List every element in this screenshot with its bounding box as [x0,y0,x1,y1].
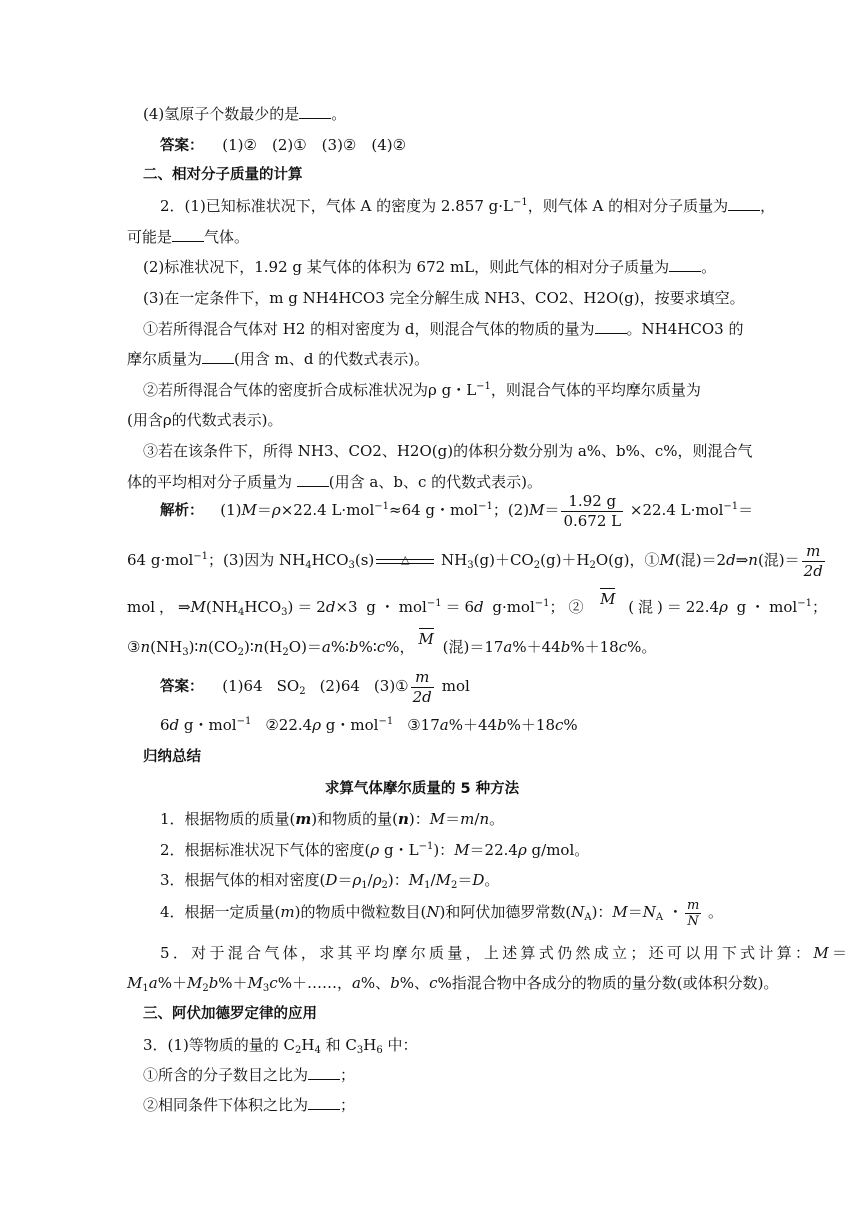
mean-symbol: M [418,630,434,648]
question-2-3-2-line-b: (用含ρ的代数式表示)。 [127,411,283,429]
question-text: 体的平均相对分子质量为 [127,473,293,491]
method-2: 2．根据标准状况下气体的密度(ρ g・$L^{-1}$)：M＝22.4ρ g/mol。 [160,841,590,859]
punctuation: ； [340,1096,356,1114]
question-2-3-line: (3)在一定条件下，m g NH4HCO3 完全分解生成 NH3、CO2、H2O(g)，按要求填空。 [143,289,745,307]
question-2-3-3-line-b [127,472,542,492]
answer-blank [297,474,329,487]
answer-blank [595,321,627,334]
answer-label: 答案： [160,679,204,695]
question-text: 2．(1)已知标准状况下，气体 A 的密度为 2.857 g·L [160,197,513,215]
fraction: $\frac{m}{2d}$ [803,541,823,580]
punctuation: 。 [331,105,347,123]
section-3-heading: 三、阿伏加德罗定律的应用 [143,1006,317,1022]
answer-blank [202,351,234,364]
mean-symbol: M [600,590,616,608]
question-text: (4)氢原子个数最少的是 [143,105,300,123]
answer-blank [308,1097,340,1110]
question-2-3-1-line-a [143,319,743,339]
question-text: ，则混合气体的平均摩尔质量为 [490,381,701,399]
question-text: ①所含的分子数目之比为 [143,1066,309,1084]
question-text: 摩尔质量为 [127,350,203,368]
answer-blank [172,229,204,242]
method-1: 1．根据物质的质量(m)和物质的量(n)：M＝m/n。 [160,810,505,828]
question-2-3-3-line-a: ③若在该条件下，所得 NH3、CO2、H2O(g)的体积分数分别为 a%、b%、c%，则混合气 [143,442,753,460]
answer-blank [669,259,701,272]
solution-line-3: mol，$\Rightarrow M(NH_4HCO_3)=2d\times 3$ g・mol$^{-1}$＝6d g·mol$^{-1}$；② M (混)＝22.4ρ g・mol$^{-1}$； [127,590,827,618]
question-2-3-1-line-b [127,349,429,369]
punctuation: ， [760,197,776,215]
question-2-2-line [143,257,716,277]
summary-title: 求算气体摩尔质量的 5 种方法 [324,781,520,797]
question-4-line [143,104,346,124]
heat-arrow-icon: △ [374,554,436,568]
solution-label: 解析： [160,503,204,519]
section-2-heading: 二、相对分子质量的计算 [143,167,303,183]
question-text: (用含 m、d 的代数式表示)。 [234,350,430,368]
answer-blank [299,106,331,119]
solution-line-4: $③n(NH_3)∶n(CO_2)∶n(H_2O)=a\%∶b\%∶c\%$， M (混)＝17a%＋44b%＋18c%。 [127,630,657,658]
question-3-1-2-line [143,1095,355,1115]
question-text: ，则气体 A 的相对分子质量为 [527,197,729,215]
method-3: 3．根据气体的相对密度$(D=\rho_1/\rho_2)$：$M_1/M_2=D$。 [160,871,500,891]
question-3-1-line: 3．(1)等物质的量的 $C_2H_4$ 和 $C_3H_6$ 中： [143,1036,418,1056]
answer-line-2: 答案： (1)64 $SO_2$ (2)64 (3)① $\frac{m}{2d}$ mol [160,667,470,706]
question-2-1-line-a: 2．(1)已知标准状况下，气体 A 的密度为 2.857 $g\cdot L^{-1}$，则气体 A 的相对分子质量为 ， [160,197,776,215]
answer-values: (1)② (2)① (3)② (4)② [222,136,407,154]
punctuation: 。 [701,258,717,276]
summary-heading: 归纳总结 [143,749,201,765]
question-text: ②相同条件下体积之比为 [143,1096,309,1114]
answer-blank [308,1067,340,1080]
answer-line-1 [160,135,406,156]
question-text: (用含 a、b、c 的代数式表示)。 [328,473,542,491]
fraction: $\frac{1.92 g}{0.672 L}$ [563,491,622,530]
question-text: ①若所得混合气体对 H2 的相对密度为 d，则混合气体的物质的量为 [143,320,595,338]
question-text: (2)标准状况下，1.92 g 某气体的体积为 672 mL，则此气体的相对分子质量为 [143,258,670,276]
question-2-3-2-line-a: ②若所得混合气体的密度折合成标准状况为ρ g・$L^{-1}$，则混合气体的平均摩尔质量为 [143,381,701,399]
method-5-line-a: 5．对于混合气体，求其平均摩尔质量，上述算式仍然成立；还可以用下式计算：M＝ [160,944,847,962]
punctuation: ； [340,1066,356,1084]
fraction: $\frac{m}{2d}$ [412,667,432,706]
question-text: ②若所得混合气体的密度折合成标准状况为ρ g・L [143,381,477,399]
answer-line-2b: 6d g・mol$^{-1}$ ②22.4ρ g・mol$^{-1}$ ③17a%＋44b%＋18c% [160,716,578,734]
solution-line-1: 解析： (1)M＝ρ×22.4 L·mol$^{-1}$≈64 g・mol$^{-1}$；(2)M＝ $\frac{1.92 g}{0.672 L}$ ×22.4 L·mol$^{-1}$＝ [160,491,754,530]
method-5-line-b: $M_1a\%+M_2b\%+M_3c\%+\dots\dots$，a%、b%、c%指混合物中各成分的物质的量分数(或体积分数)。 [127,974,779,994]
answer-blank [728,198,760,211]
fraction: $\frac{m}{N}$ [686,897,700,929]
method-4: 4．根据一定质量(m)的物质中微粒数目(N)和阿伏加德罗常数$(N_A)$：$M=N_A$ ・ $\frac{m}{N}$ 。 [160,897,724,929]
question-text: 可能是 [127,228,173,246]
question-text: 气体。 [204,228,250,246]
answer-label: 答案： [160,138,204,154]
question-3-1-1-line [143,1065,355,1085]
question-text: 。NH4HCO3 的 [626,320,744,338]
question-2-1-line-b [127,227,249,247]
solution-line-2: 64 g·mol$^{-1}$；(3)因为 $NH_4HCO_3(s)$ △ $NH_3(g)+CO_2(g)+H_2O(g)$，①M(混)＝2d⇒n(混)＝ $\frac{m}{2d}$ [127,541,823,580]
